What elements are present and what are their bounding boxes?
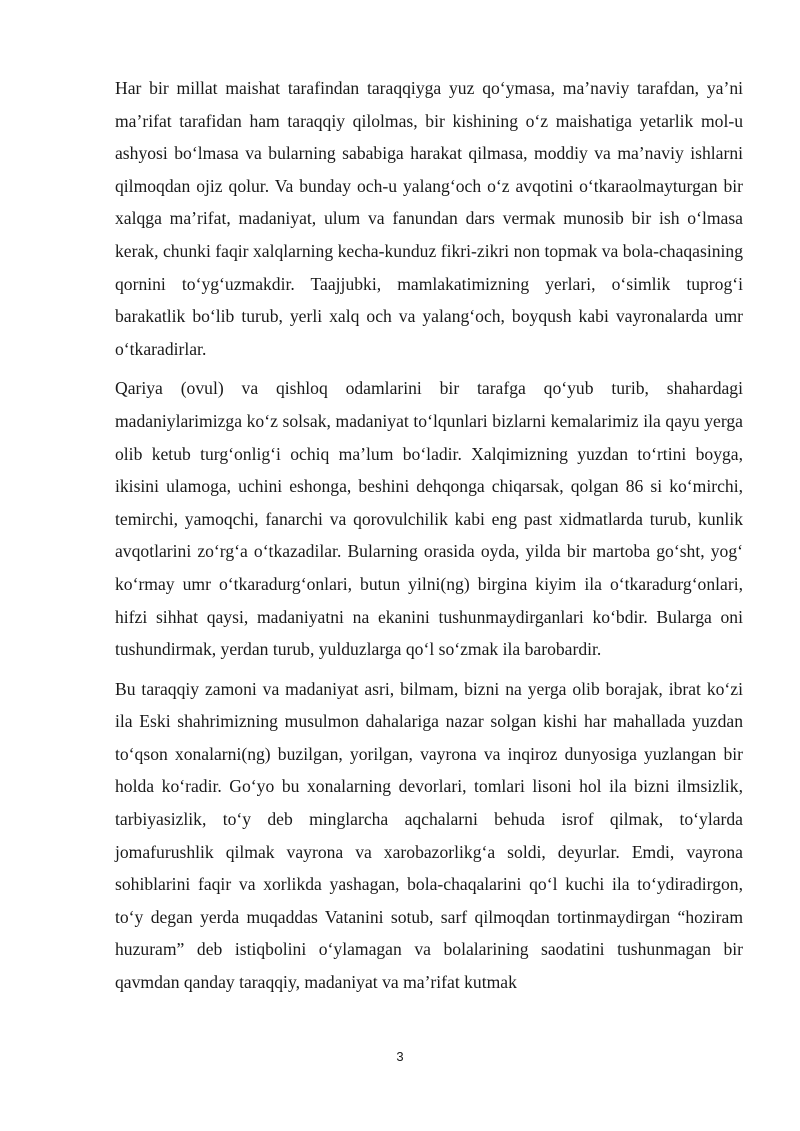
paragraph-2: Qariya (ovul) va qishloq odamlarini bir tarafga qo‘yub turib, shahardagi madaniylarimizga ko‘z solsak, madaniyat to‘lqunlari bizlarni kemalarimiz ila qayu yerga olib ketub turg‘onlig‘i ochiq ma’lum bo‘ladir. Xalqimizning yuzdan to‘rtini boyga, ikisini ulamoga, uchini eshonga, beshini dehqonga chiqarsak, qolgan 86 si ko‘mirchi, temirchi, yamoqchi, fanarchi va qorovulchilik kabi eng past xidmatlarda turub, kunlik avqotlarini zo‘rg‘a o‘tkazadilar. Bularning orasida oyda, yilda bir martoba go‘sht, yog‘ ko‘rmay umr o‘tkaradurg‘onlari, butun yilni(ng) birgina kiyim ila o‘tkaradurg‘onlari, hifzi sihhat qaysi, madaniyatni na ekanini tushunmaydirganlari ko‘bdir. Bularga oni tushundirmak, yerdan turub, yulduzlarga qo‘l so‘zmak ila barobardir. (115, 378, 743, 660)
paragraph-3: Bu taraqqiy zamoni va madaniyat asri, bilmam, bizni na yerga olib borajak, ibrat ko‘zi ila Eski shahrimizning musulmon dahalariga nazar solgan kishi har mahallada yuzdan to‘qson xonalarni(ng) buzilgan, yorilgan, vayrona va inqiroz dunyosiga yuzlangan bir holda ko‘radir. Go‘yo bu xonalarning devorlari, tomlari lisoni hol ila bizni ilmsizlik, tarbiyasizlik, to‘y deb minglarcha aqchalarni behuda isrof qilmak, to‘ylarda jomafurushlik qilmak vayrona va xarobazorlikg‘a soldi, deyurlar. Emdi, vayrona sohiblarini faqir va xorlikda yashagan, bola-chaqalarini qo‘l kuchi ila to‘ydiradirgon, to‘y degan yerda muqaddas Vatanini sotub, sarf qilmoqdan tortinmaydirgan “hoziram huzuram” deb istiqbolini o‘ylamagan va bolalarining saodatini tushunmagan bir qavmdan qanday taraqqiy, madaniyat va ma’rifat kutmak (115, 678, 743, 993)
body-text (115, 72, 743, 1006)
paragraph-1: Har bir millat maishat tarafindan taraqqiyga yuz qo‘ymasa, ma’naviy tarafdan, ya’ni ma’rifat tarafidan ham taraqqiy qilolmas, bir kishining o‘z maishatiga yetarlik mol-u ashyosi bo‘lmasa va bularning sababiga harakat qilmasa, moddiy va ma’naviy ishlarni qilmoqdan ojiz qolur. Va bunday och-u yalang‘och o‘z avqotini o‘tkaraolmayturgan bir xalqga ma’rifat, madaniyat, ulum va fanundan dars vermak munosib bir ish o‘lmasa kerak, chunki faqir xalqlarning kecha-kunduz fikri-zikri non topmak va bola-chaqasining qornini to‘yg‘uzmakdir. Taajjubki, mamlakatimizning yerlari, o‘simlik tuprog‘i barakatlik bo‘lib turub, yerli xalq och va yalang‘och, boyqush kabi vayronalarda umr o‘tkaradirlar. (115, 78, 743, 359)
page-number: 3 (396, 1049, 404, 1064)
